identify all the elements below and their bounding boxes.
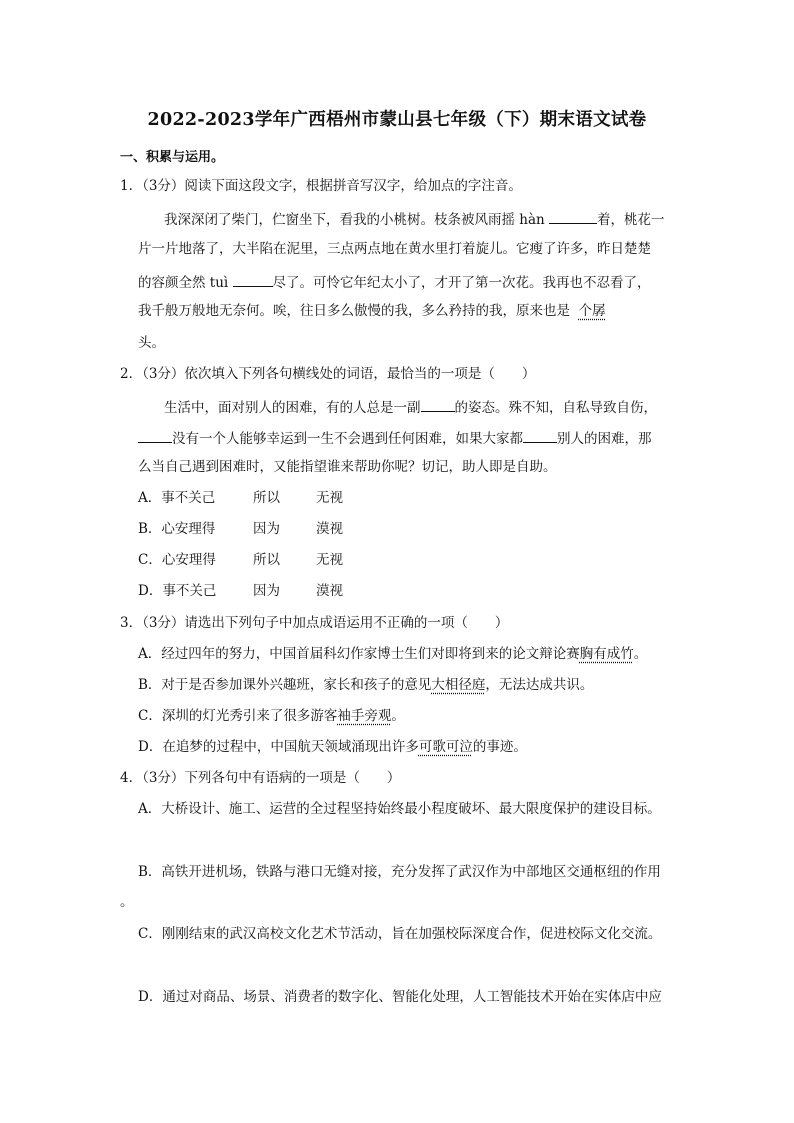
q4-option-b[interactable]: B．高铁开进机场，铁路与港口无缝对接，充分发挥了武汉作为中部地区交通枢纽的作用 <box>138 864 661 880</box>
page-title: 2022-2023学年广西梧州市蒙山县七年级（下）期末语文试卷 <box>147 110 647 130</box>
section-heading: 一、积累与运用。 <box>120 150 225 165</box>
q4-option-b-cont: 。 <box>120 894 134 910</box>
q3-option-a[interactable]: A．经过四年的努力，中国首届科幻作家博士生们对即将到来的论文辩论赛胸有成竹。 <box>138 646 648 662</box>
blank-tui[interactable] <box>233 274 273 287</box>
blank-1[interactable] <box>421 399 455 412</box>
q2-line-1: 生活中，面对别人的困难，有的人总是一副 的姿态。殊不知，自私导致自伤， <box>164 400 657 416</box>
q4-option-c[interactable]: C．刚刚结束的武汉高校文化艺术节活动，旨在加强校际深度合作，促进校际文化交流。 <box>138 926 662 942</box>
q2-line-3: 么当自己遇到困难时，又能指望谁来帮助你呢？切记，助人即是自助。 <box>138 459 557 475</box>
q2-option-c[interactable]: C．心安理得 所以 无视 <box>138 552 343 568</box>
q1-line-3: 的容颜全然 tuì 尽了。可怜它年纪太小了，才开了第一次花。我再也不忍看了， <box>138 275 651 291</box>
q2-line-2: 没有一个人能够幸运到一生不会遇到任何困难，如果大家都 别人的困难，那 <box>138 430 652 447</box>
q3-stem: 3．（3分）请选出下列句子中加点成语运用不正确的一项（ ） <box>120 615 509 631</box>
q4-stem: 4．（3分）下列各句中有语病的一项是（ ） <box>120 770 401 786</box>
q1-stem: 1．（3分）阅读下面这段文字，根据拼音写汉字，给加点的字注音。 <box>120 178 522 194</box>
q1-line-4: 我千般万般地无奈何。唉，往日多么傲慢的我，多么矜持的我，原来也是 个孱 <box>138 303 606 319</box>
q1-line-1: 我深深闭了柴门，伫窗坐下，看我的小桃树。枝条被风雨摇 hàn 着，桃花一 <box>164 212 665 228</box>
q3-option-d[interactable]: D．在追梦的过程中，中国航天领域涌现出许多可歌可泣的事迹。 <box>138 739 527 755</box>
q2-stem: 2．（3分）依次填入下列各句横线处的词语，最恰当的一项是（ ） <box>120 366 536 382</box>
q1-line-5: 头。 <box>138 335 165 351</box>
q4-option-d[interactable]: D．通过对商品、场景、消费者的数字化、智能化处理，人工智能技术开始在实体店中应 <box>138 989 662 1005</box>
q1-line-2: 片一片地落了，大半陷在泥里，三点两点地在黄水里打着旋儿。它瘦了许多，昨日楚楚 <box>138 241 651 257</box>
q4-option-a[interactable]: A．大桥设计、施工、运营的全过程坚持始终最小程度破坏、最大限度保护的建设目标。 <box>138 801 661 817</box>
q2-option-d[interactable]: D．事不关己 因为 漠视 <box>138 583 343 599</box>
q2-option-b[interactable]: B．心安理得 因为 漠视 <box>138 521 343 537</box>
blank-2[interactable] <box>138 430 172 443</box>
q3-option-c[interactable]: C．深圳的灯光秀引来了很多游客袖手旁观。 <box>138 708 405 724</box>
q3-option-b[interactable]: B．对于是否参加课外兴趣班，家长和孩子的意见大相径庭，无法达成共识。 <box>138 677 594 693</box>
blank-han[interactable] <box>549 211 597 224</box>
q2-option-a[interactable]: A．事不关己 所以 无视 <box>138 490 343 506</box>
blank-3[interactable] <box>523 430 557 443</box>
